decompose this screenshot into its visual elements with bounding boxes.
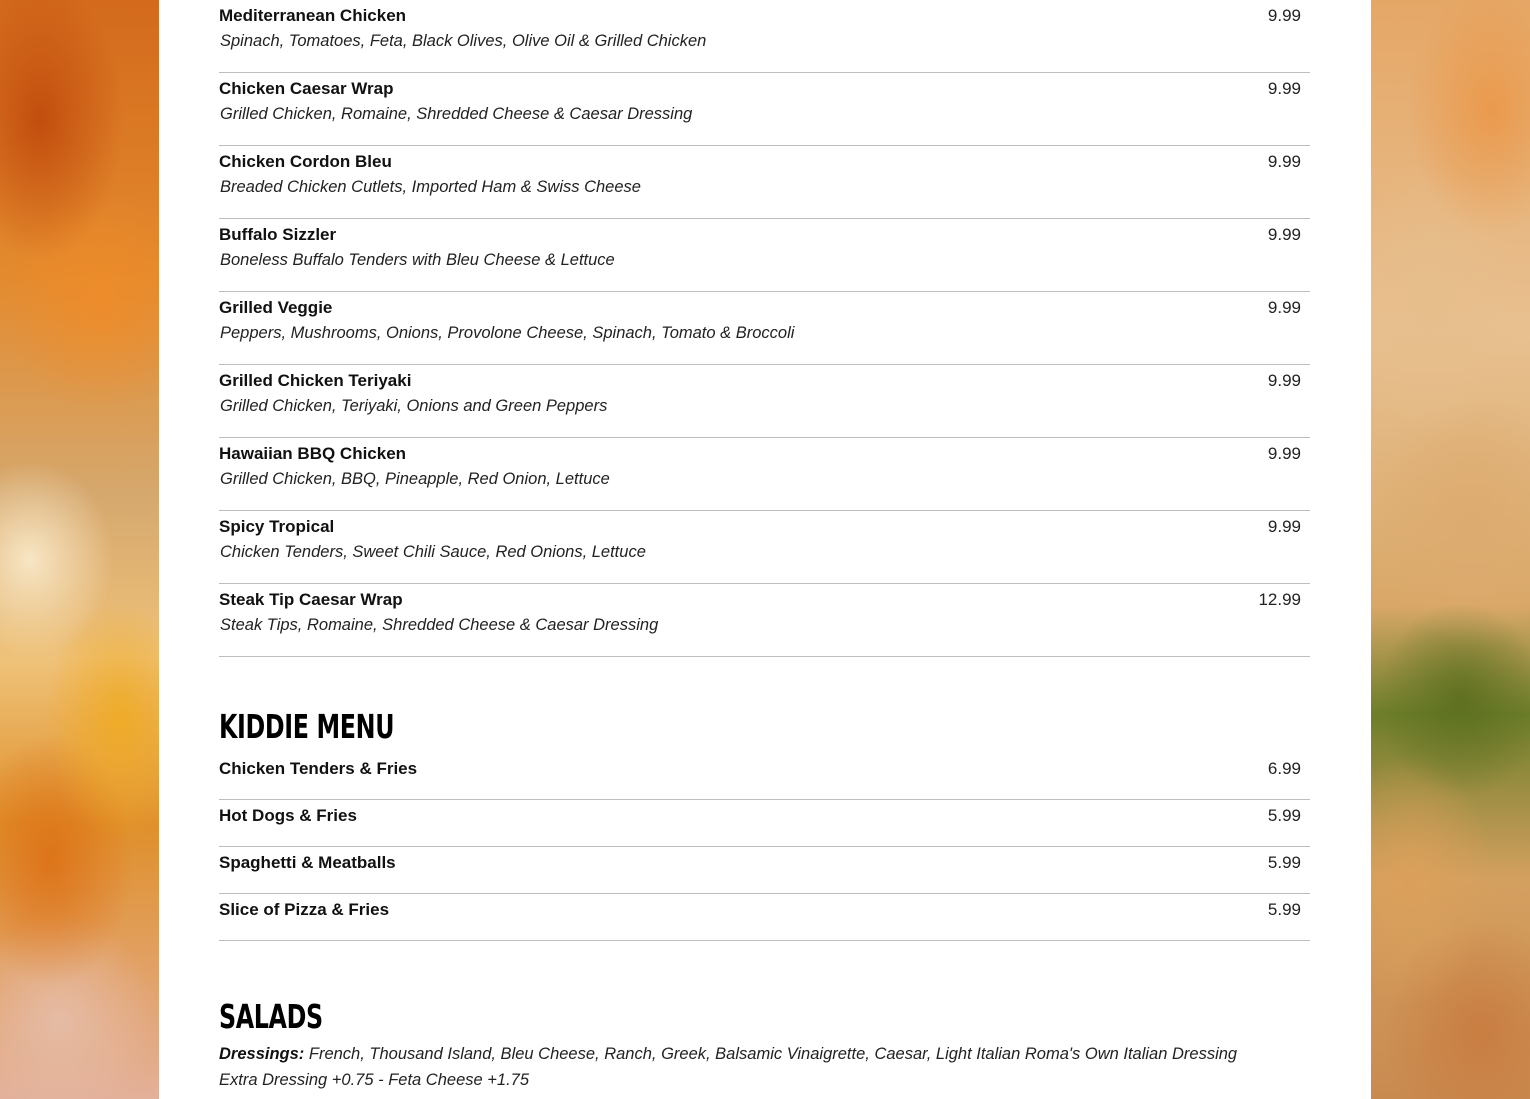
item-price: 9.99 — [1267, 152, 1301, 171]
item-description: Grilled Chicken, Teriyaki, Onions and Green Peppers — [220, 397, 608, 415]
item-price: 9.99 — [1267, 79, 1301, 98]
item-price: 5.99 — [1267, 900, 1301, 919]
menu-item — [219, 365, 1310, 438]
item-price: 5.99 — [1267, 806, 1301, 825]
menu-item — [219, 292, 1310, 365]
item-description: Boneless Buffalo Tenders with Bleu Cheese & Lettuce — [220, 251, 615, 269]
kiddie-menu-title: KIDDIE MENU — [219, 707, 395, 746]
item-price: 12.99 — [1258, 590, 1301, 609]
item-name: Hawaiian BBQ Chicken — [219, 444, 407, 463]
menu-item — [219, 73, 1310, 146]
item-name: Chicken Caesar Wrap — [219, 79, 394, 98]
menu-item — [219, 511, 1310, 584]
menu-item — [219, 219, 1310, 292]
wraps-list — [219, 0, 1310, 657]
item-name: Steak Tip Caesar Wrap — [219, 590, 403, 609]
dressings-list: French, Thousand Island, Bleu Cheese, Ranch, Greek, Balsamic Vinaigrette, Caesar, Light Italian Roma's Own Italian Dressing — [304, 1045, 1238, 1063]
item-description: Peppers, Mushrooms, Onions, Provolone Cheese, Spinach, Tomato & Broccoli — [220, 324, 795, 342]
menu-item — [219, 584, 1310, 657]
item-price: 9.99 — [1267, 444, 1301, 463]
item-name: Spaghetti & Meatballs — [219, 853, 396, 872]
item-price: 9.99 — [1267, 6, 1301, 25]
item-name: Mediterranean Chicken — [219, 6, 407, 25]
item-description: Grilled Chicken, Romaine, Shredded Cheese & Caesar Dressing — [220, 105, 693, 123]
item-name: Chicken Tenders & Fries — [219, 759, 418, 778]
item-description: Breaded Chicken Cutlets, Imported Ham & Swiss Cheese — [220, 178, 641, 196]
menu-item — [219, 753, 1310, 800]
item-price: 5.99 — [1267, 853, 1301, 872]
menu-item — [219, 894, 1310, 941]
background-food-image-right — [1371, 0, 1530, 1099]
item-description: Grilled Chicken, BBQ, Pineapple, Red Onion, Lettuce — [220, 470, 610, 488]
item-name: Chicken Cordon Bleu — [219, 152, 392, 171]
menu-item — [219, 847, 1310, 894]
item-name: Buffalo Sizzler — [219, 225, 337, 244]
salad-extras: Extra Dressing +0.75 - Feta Cheese +1.75 — [219, 1071, 530, 1089]
item-price: 9.99 — [1267, 371, 1301, 390]
salads-title: SALADS — [219, 997, 323, 1036]
item-description: Spinach, Tomatoes, Feta, Black Olives, Olive Oil & Grilled Chicken — [220, 32, 707, 50]
menu-item — [219, 146, 1310, 219]
menu-panel — [159, 0, 1371, 1099]
item-name: Grilled Veggie — [219, 298, 333, 317]
background-food-image-left — [0, 0, 159, 1099]
item-name: Hot Dogs & Fries — [219, 806, 357, 825]
dressings-line — [219, 1041, 1310, 1067]
item-description: Steak Tips, Romaine, Shredded Cheese & Caesar Dressing — [220, 616, 659, 634]
item-price: 6.99 — [1267, 759, 1301, 778]
item-price: 9.99 — [1267, 517, 1301, 536]
item-price: 9.99 — [1267, 298, 1301, 317]
item-price: 9.99 — [1267, 225, 1301, 244]
salad-dressings-info — [219, 1041, 1310, 1093]
menu-item — [219, 800, 1310, 847]
item-name: Grilled Chicken Teriyaki — [219, 371, 412, 390]
item-name: Spicy Tropical — [219, 517, 335, 536]
kiddie-menu-list — [219, 753, 1310, 941]
menu-item — [219, 438, 1310, 511]
item-name: Slice of Pizza & Fries — [219, 900, 390, 919]
item-description: Chicken Tenders, Sweet Chili Sauce, Red Onions, Lettuce — [220, 543, 646, 561]
menu-item — [219, 0, 1310, 73]
dressings-label: Dressings: — [219, 1045, 305, 1063]
